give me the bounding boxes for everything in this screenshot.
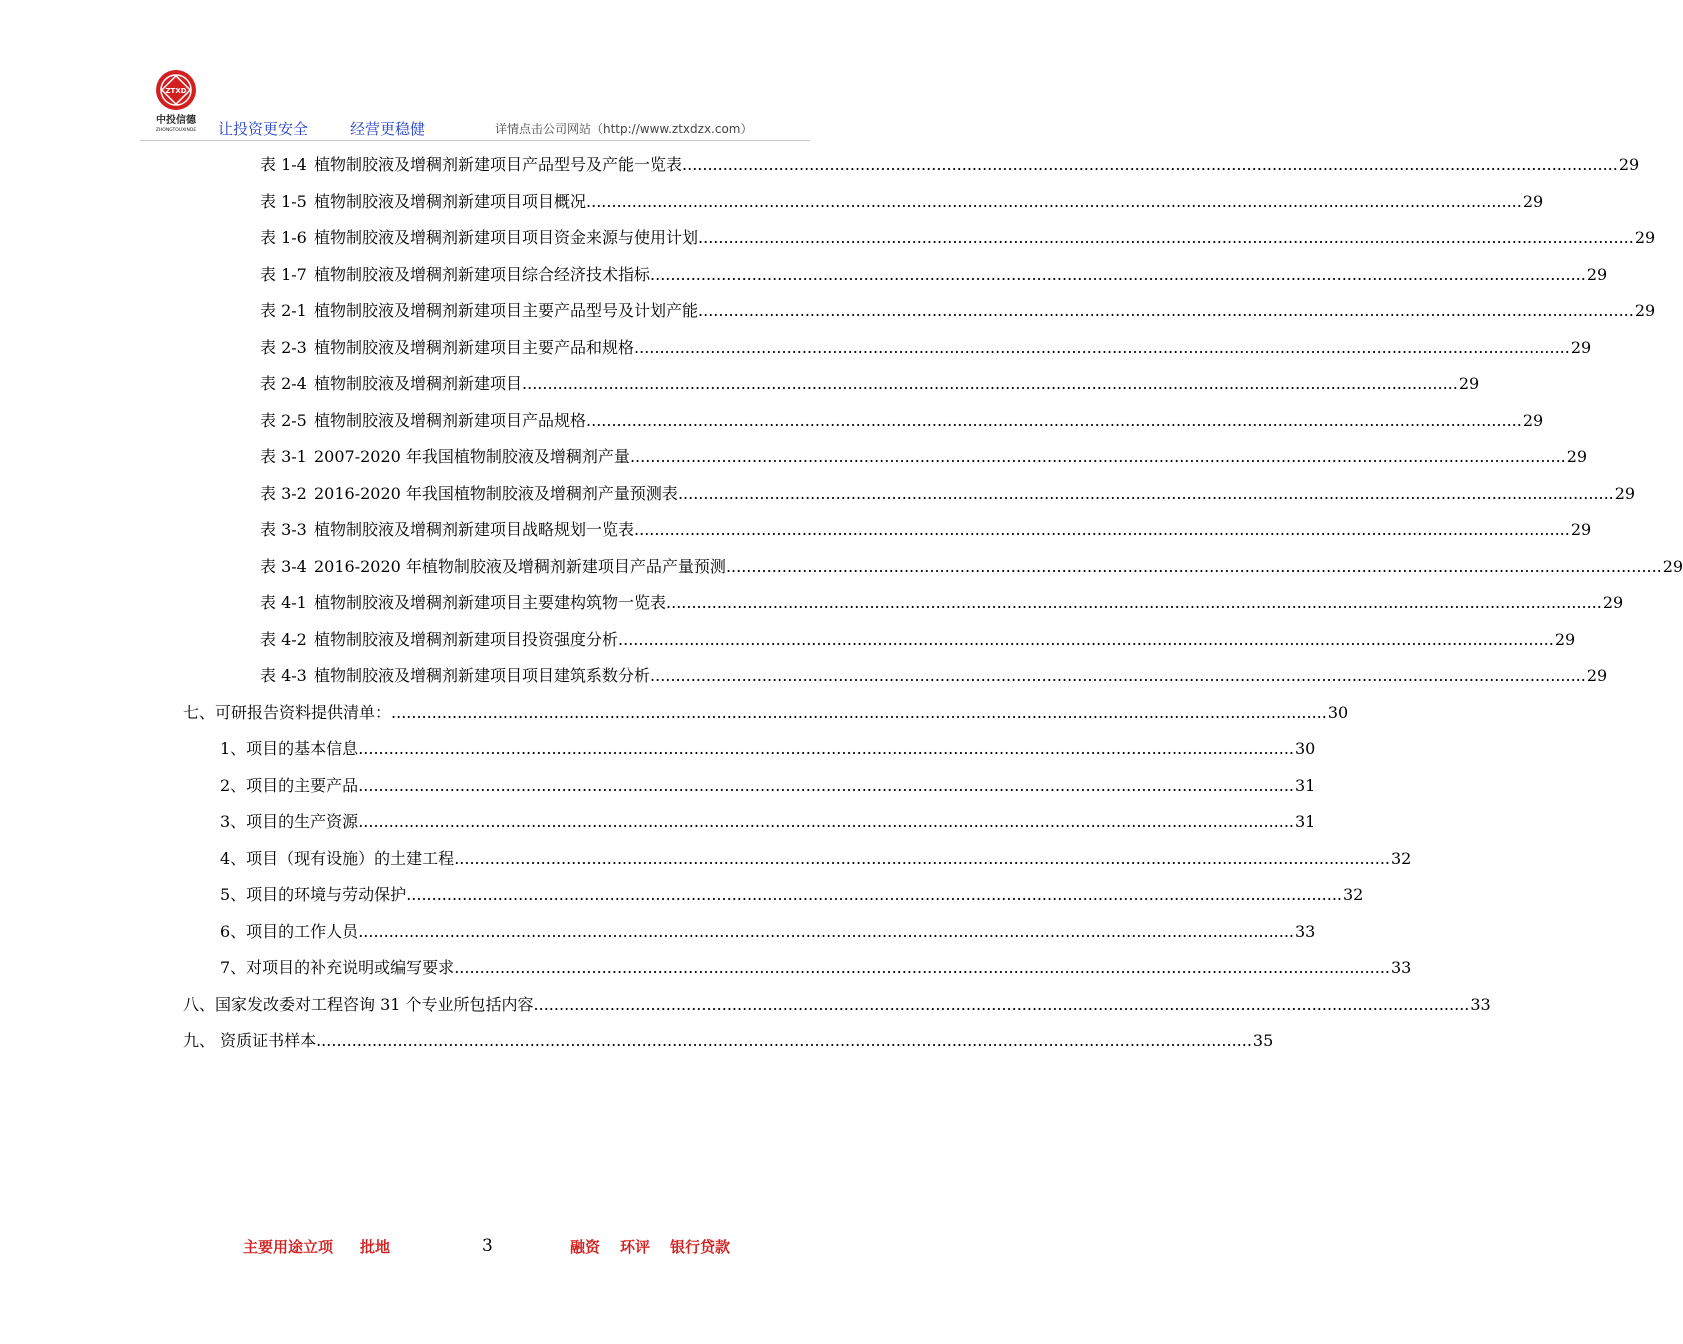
toc-entry-leader (666, 591, 1602, 615)
toc-entry-leader (698, 226, 1634, 250)
toc-entry-page: 33 (1391, 958, 1412, 977)
toc-entry-title: 1、项目的基本信息 (220, 739, 359, 758)
toc-entry-title: 植物制胶液及增稠剂新建项目投资强度分析 (314, 630, 619, 649)
footer-item-financing: 融资 (570, 1238, 601, 1256)
toc-entry-title: 九、 资质证书样本 (183, 1031, 317, 1050)
toc-entry-page: 29 (1570, 338, 1592, 357)
toc-entry-title: 植物制胶液及增稠剂新建项目主要产品型号及计划产能 (314, 301, 699, 320)
page-header (140, 68, 820, 138)
toc-entry-page: 29 (1662, 557, 1683, 576)
toc-entry[interactable] (260, 591, 1624, 615)
toc-entry-page: 29 (1618, 155, 1640, 174)
logo-subtitle: ZHONGTOUXINDE (155, 128, 197, 133)
toc-entry-leader (391, 701, 1327, 725)
toc-entry-code: 表 4-3 (260, 666, 307, 685)
toc-entry-leader (406, 883, 1342, 907)
toc-entry[interactable] (183, 993, 1491, 1017)
toc-entry-title: 植物制胶液及增稠剂新建项目产品型号及产能一览表 (314, 155, 683, 174)
toc-entry-leader (316, 1029, 1252, 1053)
toc-entry-page: 29 (1566, 447, 1588, 466)
toc-entry[interactable] (220, 774, 1316, 798)
toc-entry[interactable] (260, 226, 1656, 250)
toc-entry[interactable] (260, 409, 1544, 433)
toc-entry[interactable] (260, 336, 1592, 360)
toc-entry-leader (586, 409, 1522, 433)
toc-entry-leader (650, 263, 1586, 287)
toc-entry-code: 表 3-1 (260, 447, 307, 466)
toc-entry-leader (358, 774, 1294, 798)
toc-entry-page: 30 (1327, 703, 1349, 722)
toc-entry-page: 31 (1295, 776, 1316, 795)
company-website-link[interactable]: 详情点击公司网站（http://www.ztxdzx.com） (495, 122, 753, 136)
toc-entry-title: 植物制胶液及增稠剂新建项目项目建筑系数分析 (314, 666, 651, 685)
toc-entry[interactable] (260, 190, 1544, 214)
toc-entry-page: 31 (1295, 812, 1316, 831)
toc-entry-leader (726, 555, 1662, 579)
toc-entry-leader (522, 372, 1458, 396)
toc-entry-page: 29 (1522, 192, 1544, 211)
toc-entry-title: 2016-2020 年我国植物制胶液及增稠剂产量预测表 (314, 484, 678, 503)
toc-entry[interactable] (183, 701, 1349, 725)
toc-entry-code: 表 4-1 (260, 593, 307, 612)
toc-entry-page: 29 (1570, 520, 1592, 539)
toc-entry-leader (358, 810, 1294, 834)
toc-entry-page: 32 (1343, 885, 1364, 904)
toc-entry-page: 29 (1634, 301, 1656, 320)
toc-entry-page: 32 (1391, 849, 1412, 868)
toc-entry-leader (618, 628, 1554, 652)
toc-entry[interactable] (260, 153, 1640, 177)
toc-entry-leader (678, 482, 1614, 506)
page-footer (0, 1236, 950, 1260)
toc-entry-page: 35 (1252, 1031, 1274, 1050)
header-slogan-2: 经营更稳健 (350, 120, 426, 138)
header-divider (140, 140, 810, 141)
toc-entry-page: 29 (1458, 374, 1480, 393)
toc-entry[interactable] (220, 847, 1412, 871)
toc-entry-leader (358, 737, 1294, 761)
toc-entry-title: 植物制胶液及增稠剂新建项目项目概况 (314, 192, 587, 211)
toc-entry-code: 表 2-1 (260, 301, 307, 320)
footer-item-bank-loan: 银行贷款 (670, 1238, 731, 1256)
toc-entry-code: 表 1-6 (260, 228, 307, 247)
toc-entry-title: 植物制胶液及增稠剂新建项目战略规划一览表 (314, 520, 635, 539)
toc-entry-page: 29 (1634, 228, 1656, 247)
toc-entry[interactable] (260, 664, 1608, 688)
toc-entry-page: 30 (1295, 739, 1316, 758)
toc-entry-title: 3、项目的生产资源 (220, 812, 359, 831)
toc-entry-leader (634, 336, 1570, 360)
toc-entry-title: 植物制胶液及增稠剂新建项目主要建构筑物一览表 (314, 593, 667, 612)
toc-entry-code: 表 3-4 (260, 557, 307, 576)
toc-entry-code: 表 4-2 (260, 630, 307, 649)
toc-entry[interactable] (220, 883, 1364, 907)
toc-entry-code: 表 1-5 (260, 192, 307, 211)
toc-entry-title: 七、可研报告资料提供清单： (183, 703, 392, 722)
logo-name: 中投信德 (156, 115, 196, 126)
toc-entry-page: 29 (1554, 630, 1576, 649)
toc-entry[interactable] (220, 737, 1316, 761)
toc-entry[interactable] (260, 518, 1592, 542)
toc-entry-leader (454, 956, 1390, 980)
toc-entry[interactable] (260, 482, 1636, 506)
toc-entry-code: 表 2-3 (260, 338, 307, 357)
toc-entry-title: 7、对项目的补充说明或编写要求 (220, 958, 455, 977)
toc-entry[interactable] (260, 263, 1608, 287)
toc-entry[interactable] (220, 810, 1316, 834)
toc-entry-leader (698, 299, 1634, 323)
toc-entry[interactable] (220, 956, 1412, 980)
toc-entry-page: 33 (1470, 995, 1491, 1014)
toc-entry-title: 5、项目的环境与劳动保护 (220, 885, 407, 904)
toc-entry[interactable] (260, 445, 1588, 469)
footer-item-land: 批地 (360, 1238, 391, 1256)
toc-entry-leader (650, 664, 1586, 688)
toc-entry[interactable] (260, 628, 1576, 652)
toc-entry[interactable] (183, 1029, 1274, 1053)
toc-entry-leader (454, 847, 1390, 871)
toc-entry-page: 29 (1586, 265, 1608, 284)
toc-entry[interactable] (260, 372, 1480, 396)
toc-entry-code: 表 2-4 (260, 374, 307, 393)
toc-entry-title: 植物制胶液及增稠剂新建项目主要产品和规格 (314, 338, 635, 357)
toc-entry-title: 2、项目的主要产品 (220, 776, 359, 795)
toc-entry-title: 植物制胶液及增稠剂新建项目项目资金来源与使用计划 (314, 228, 699, 247)
toc-entry-leader (534, 993, 1470, 1017)
toc-entry-leader (358, 920, 1294, 944)
footer-item-environment: 环评 (620, 1238, 651, 1256)
toc-entry-leader (634, 518, 1570, 542)
toc-entry-leader (586, 190, 1522, 214)
toc-entry-title: 2007-2020 年我国植物制胶液及增稠剂产量 (314, 447, 630, 466)
toc-entry-page: 29 (1522, 411, 1544, 430)
toc-entry-title: 6、项目的工作人员 (220, 922, 359, 941)
toc-entry-title: 4、项目（现有设施）的土建工程 (220, 849, 455, 868)
toc-entry-page: 29 (1614, 484, 1636, 503)
toc-entry-code: 表 2-5 (260, 411, 307, 430)
footer-item-project-approval: 主要用途立项 (243, 1238, 334, 1256)
toc-entry-leader (630, 445, 1566, 469)
toc-entry-page: 33 (1295, 922, 1316, 941)
toc-entry-title: 植物制胶液及增稠剂新建项目综合经济技术指标 (314, 265, 651, 284)
toc-entry-page: 29 (1602, 593, 1624, 612)
toc-entry-code: 表 1-7 (260, 265, 307, 284)
toc-entry[interactable] (260, 555, 1683, 579)
toc-entry[interactable] (260, 299, 1656, 323)
toc-entry-title: 植物制胶液及增稠剂新建项目 (314, 374, 523, 393)
toc-entry-code: 表 3-2 (260, 484, 307, 503)
toc-entry-leader (682, 153, 1618, 177)
toc-entry-code: 表 3-3 (260, 520, 307, 539)
toc-entry-title: 2016-2020 年植物制胶液及增稠剂新建项目产品产量预测 (314, 557, 726, 576)
page-number: 3 (482, 1236, 493, 1256)
logo-mark: ZTXD (165, 87, 187, 95)
company-logo (140, 68, 212, 134)
toc-entry-title: 植物制胶液及增稠剂新建项目产品规格 (314, 411, 587, 430)
header-slogan-1: 让投资更安全 (218, 120, 309, 138)
toc-entry[interactable] (220, 920, 1316, 944)
toc-entry-code: 表 1-4 (260, 155, 307, 174)
toc-entry-page: 29 (1586, 666, 1608, 685)
toc-entry-title: 八、国家发改委对工程咨询 31 个专业所包括内容 (183, 995, 534, 1014)
